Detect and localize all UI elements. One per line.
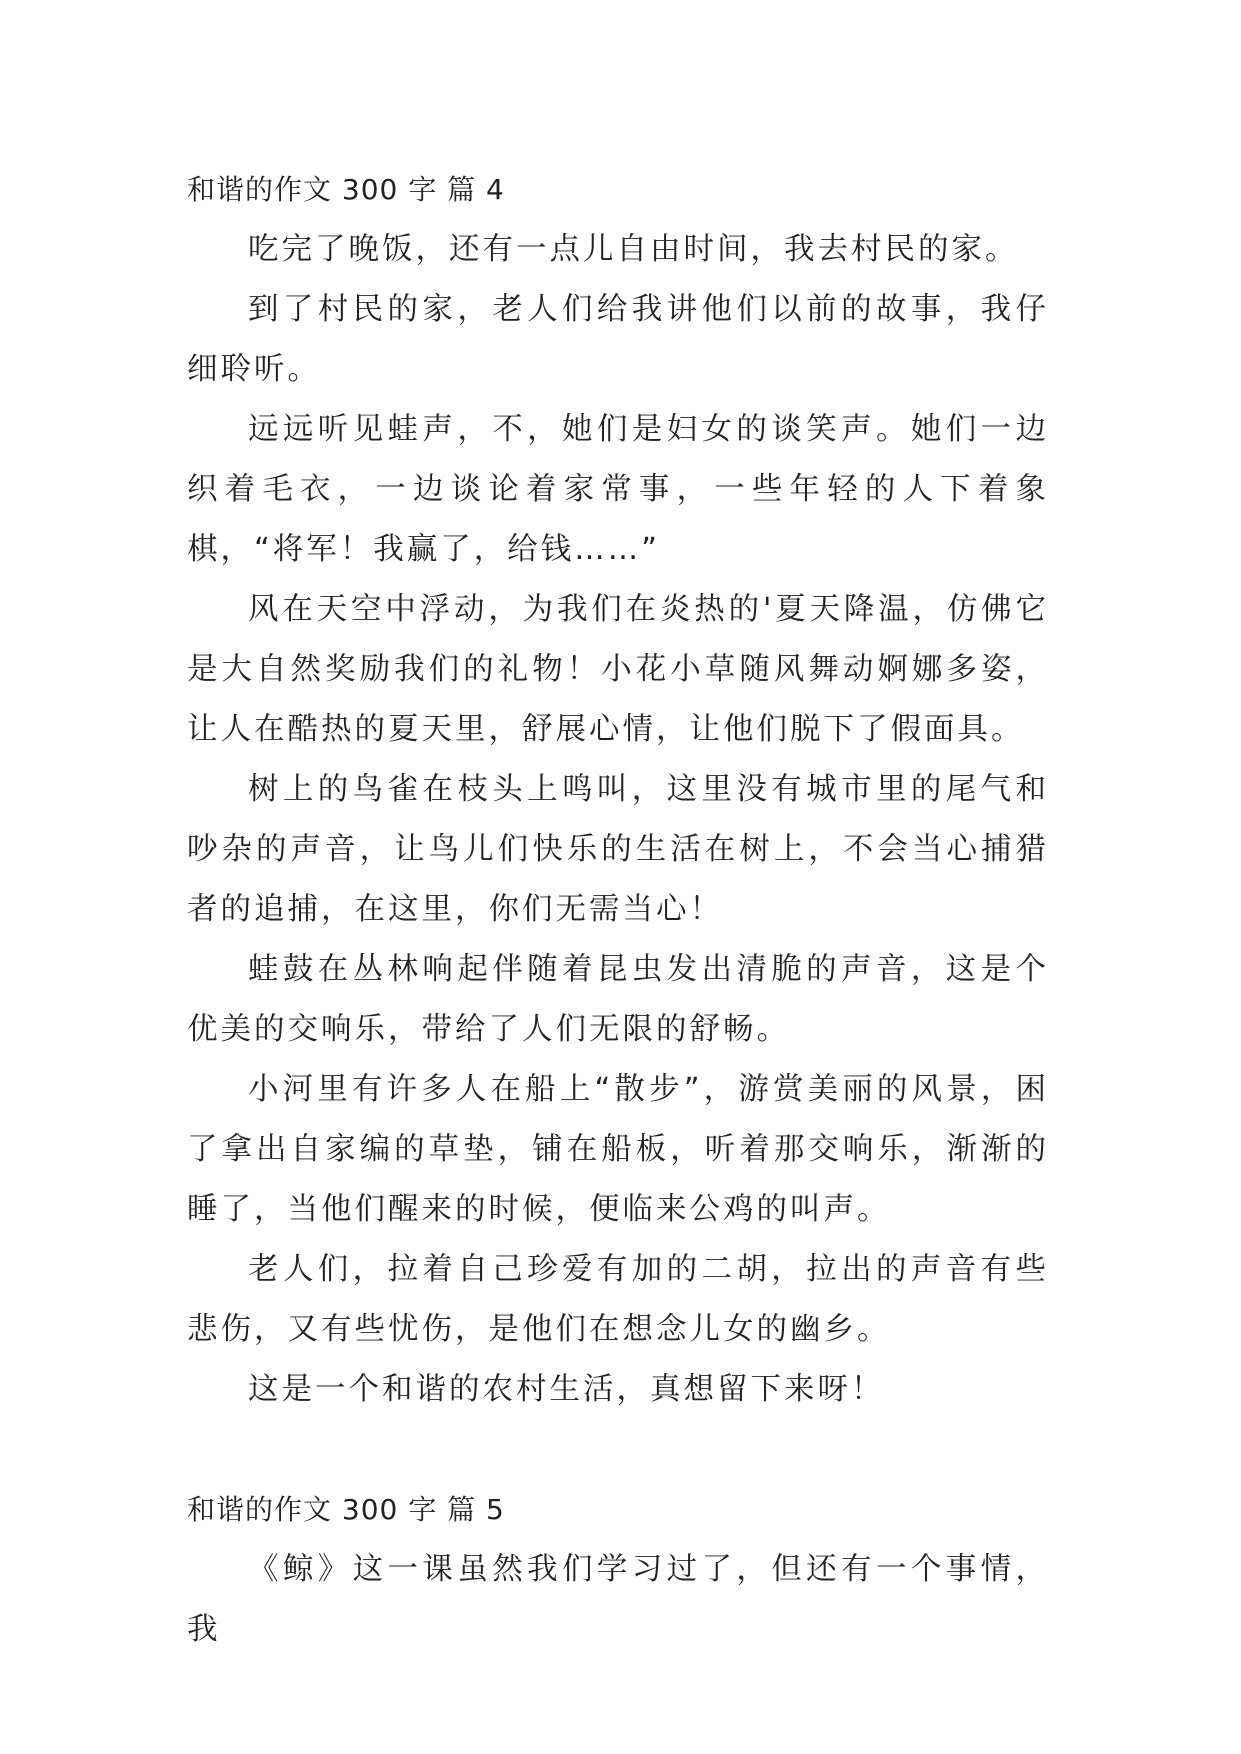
paragraph: 蛙鼓在丛林响起伴随着昆虫发出清脆的声音，这是个优美的交响乐，带给了人们无限的舒畅。 — [187, 952, 1049, 1047]
paragraph: 风在天空中浮动，为我们在炎热的'夏天降温，仿佛它是大自然奖励我们的礼物！小花小草随风舞动婀娜多姿，让人在酷热的夏天里，舒展心情，让他们脱下了假面具。 — [187, 592, 1049, 747]
document-body — [187, 160, 1049, 1660]
section-heading: 和谐的作文 300 字 篇 5 — [187, 1493, 505, 1526]
paragraph: 吃完了晚饭，还有一点儿自由时间，我去村民的家。 — [248, 232, 1019, 267]
essay-section-5 — [187, 1480, 1049, 1660]
paragraph: 小河里有许多人在船上“散步”，游赏美丽的风景，困了拿出自家编的草垫，铺在船板，听着那交响乐，渐渐的睡了，当他们醒来的时候，便临来公鸡的叫声。 — [187, 1072, 1049, 1227]
paragraph: 这是一个和谐的农村生活，真想留下来呀！ — [248, 1372, 885, 1407]
section-heading: 和谐的作文 300 字 篇 4 — [187, 173, 505, 206]
paragraph: 《鲸》这一课虽然我们学习过了，但还有一个事情，我 — [187, 1552, 1049, 1647]
paragraph: 到了村民的家，老人们给我讲他们以前的故事，我仔细聆听。 — [187, 292, 1049, 387]
essay-section-4 — [187, 160, 1049, 1420]
paragraph: 树上的鸟雀在枝头上鸣叫，这里没有城市里的尾气和吵杂的声音，让鸟儿们快乐的生活在树上，不会当心捕猎者的追捕，在这里，你们无需当心！ — [187, 772, 1049, 927]
paragraph: 远远听见蛙声，不，她们是妇女的谈笑声。她们一边织着毛衣，一边谈论着家常事，一些年轻的人下着象棋，“将军！我赢了，给钱……” — [187, 412, 1049, 567]
paragraph: 老人们，拉着自己珍爱有加的二胡，拉出的声音有些悲伤，又有些忧伤，是他们在想念儿女的幽乡。 — [187, 1252, 1049, 1347]
